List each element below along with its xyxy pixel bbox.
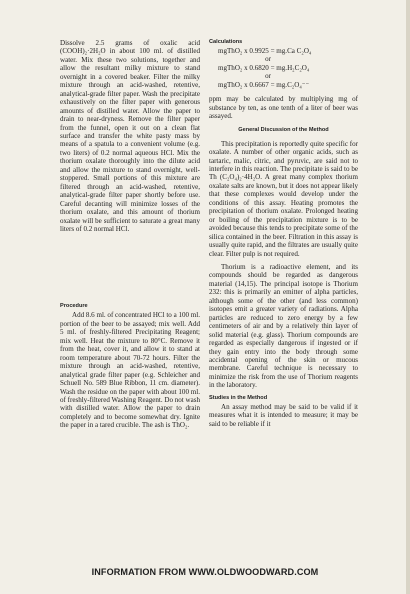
discussion-heading: General Discussion of the Method (238, 126, 329, 133)
calculations-paragraph: ppm may be calculated by multiplying mg of substance by ten, as one tenth of a liter of beer was assayed. (209, 95, 358, 121)
calculation-or-1: or (265, 55, 271, 64)
procedure-intro-paragraph: Dissolve 2.5 grams of oxalic acid (COOH)₂·2H₂O in about 100 ml. of distilled water. Mix these two solutions, together and allow the resultant milky mixture to stand overnight in a covered beaker. Filter the milky mixture through an acid-washed, retentive, analytical-grade filter paper. Wash the precipitate exhaustively on the filter paper with generous amounts of distilled water. Allow the paper to drain to near-dryness. Remove the filter paper from the funnel, open it out on a clean flat surface and transfer the white pasty mass by means of a spatula to a convenient volume (e.g. two liters) of 0.2 normal aqueous HCl. Mix the thorium oxalate thoroughly into the dilute acid and allow the mixture to stand overnight, well-stoppered. Small portions of this mixture are filtered through an acid-washed, retentive, analytical-grade filter paper shortly before use. Careful decanting will minimize losses of the thorium oxalate, and this amount of thorium oxalate will be sufficient to saturate a great many liters of 0.2 normal HCl. (60, 39, 200, 233)
right-column (209, 39, 358, 428)
footer-banner: INFORMATION FROM WWW.OLDWOODWARD.COM (91, 567, 319, 577)
procedure-heading: Procedure (60, 303, 88, 310)
discussion-paragraph-1: This precipitation is reportedly quite specific for oxalate. A number of other organic acids, such as tartaric, malic, citric, and pyruvic, are said not to interfere in this reaction. The precipitate is said to be Th (C₂O₄)₂·4H₂O. A great many complex thorium oxalate salts are known, but it does not appear likely that these complexes would develop under the conditions of this assay. Heating promotes the precipitation of thorium oxalate. Prolonged heating or boiling of the precipitation mixture is to be avoided because this tends to precipitate some of the silica contained in the beer. Filtration in this assay is usually quite rapid, and the filtrates are usually quite clear. Filter pulp is not required. (209, 139, 358, 258)
calculation-equation-1: mgThO₂ x 0.9925 = mg.Ca C₂O₄ (218, 47, 312, 55)
studies-paragraph: An assay method may be said to be valid if it measures what it is intended to measure; it may be said to be reliable if it (209, 402, 358, 428)
left-column (60, 39, 200, 430)
studies-heading: Studies in the Method (209, 394, 268, 401)
page-edge (406, 0, 410, 594)
procedure-paragraph: Add 8.6 ml. of concentrated HCl to a 100 ml. portion of the beer to be assayed; mix well. Add 5 ml. of freshly-filtered Precipitating Reagent; mix well. Heat the mixture to 80°C. Remove it from the heat, cover it, and allow it to stand at room temperature about 70-72 hours. Filter the mixture through an acid-washed, retentive, analytical grade filter paper (e.g. Schleicher and Schuell No. 589 Blue Ribbon, 11 cm. diameter). Wash the residue on the paper with about 100 ml. of freshly-filtered Washing Reagent. Do not wash with distilled water. Allow the paper to drain completely and to become somewhat dry. Ignite the paper in a tared crucible. The ash is ThO₂. (60, 311, 201, 430)
discussion-paragraph-2: Thorium is a radioactive element, and its compounds should be regarded as dangerous material (14,15). The principal isotope is Thorium 232: this is primarily an emitter of alpha particles, although some of the other (and less common) isotopes emit a greater variety of radiations. Alpha particles are reduced to zero energy by a few centimeters of air and by a relatively thin layer of solid material (e.g. glass). Thorium compounds are regarded as especially dangerous if ingested or if they gain entry into the body through some accidental opening of the skin or mucous membrane. Careful technique is necessary to minimize the risk from the use of Thorium reagents in the laboratory. (209, 262, 358, 390)
calculation-equation-3: mgThO₂ x 0.6667 = mg.C₂O₄⁻⁻ (218, 80, 310, 89)
calculations-heading: Calculations (209, 39, 243, 45)
calculation-or-2: or (265, 72, 271, 81)
calculation-equation-2: mgThO₂ x 0.6820 = mg.H₂C₂O₄ (218, 63, 310, 72)
